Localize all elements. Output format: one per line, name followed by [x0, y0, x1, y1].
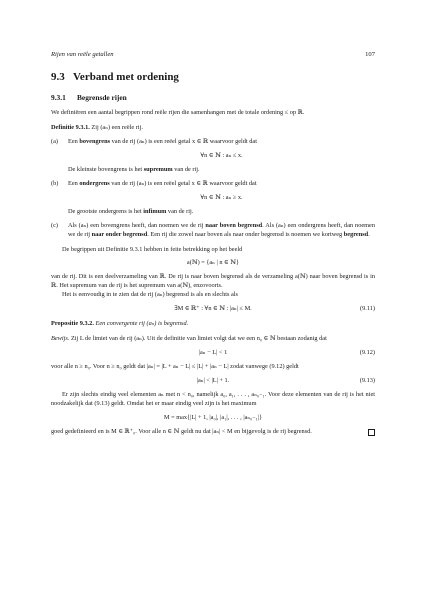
item-note: De grootste ondergrens is het — [68, 207, 144, 215]
item-text: Als (aₙ) een bovengrens heeft, dan noemen we de rij — [68, 221, 206, 229]
item-text: . — [368, 230, 370, 238]
equation-number: (9.11) — [360, 305, 375, 313]
proposition — [51, 320, 375, 329]
item-term: naar onder begrensd — [91, 230, 148, 238]
item-term: naar boven begrensd — [205, 221, 263, 229]
qed-square-icon — [368, 429, 375, 436]
proof-text: Zij L de limiet van de rij (aₙ). Uit de definitie van limiet volgt dat we een n₀ ∈ ℕ bestaan zodanig dat — [70, 335, 327, 343]
definition-lead-text: Zij (aₙ) een reële rij. — [91, 124, 143, 132]
intro-paragraph: We definiëren een aantal begrippen rond reële rijen die samenhangen met de totale ordening ≤ op ℝ. — [51, 109, 305, 117]
definition-label: Definitie 9.3.1. — [51, 124, 90, 132]
formula-text: |aₙ| < |L| + 1. — [196, 376, 230, 384]
formula-9-13 — [51, 377, 375, 386]
proposition-text: Een convergente rij (aₙ) is begrensd. — [95, 320, 189, 328]
proof-paragraph-4 — [51, 428, 375, 437]
item-text: . Als (aₙ) een ondergrens heeft, dan noemen we de rij — [68, 221, 375, 238]
equation-number: (9.13) — [359, 376, 375, 384]
item-text: van de rij (aₙ) is een reëel getal x ∈ ℝ waarvoor geldt dat — [109, 179, 257, 187]
formula: ∀n ∈ ℕ : aₙ ≥ x. — [200, 193, 243, 201]
proof-label: Bewijs. — [51, 335, 70, 343]
formula: ∀n ∈ ℕ : aₙ ≤ x. — [200, 151, 243, 159]
item-mark: (c) — [51, 221, 58, 229]
page — [51, 50, 375, 437]
formula-text: ∃M ∈ ℝ⁺ : ∀n ∈ ℕ : |aₙ| ≤ M. — [174, 305, 252, 313]
formula-text: |aₙ − L| < 1 — [198, 349, 228, 356]
item-note: De kleinste bovengrens is het — [68, 165, 144, 173]
item-term: begrensd — [343, 230, 369, 238]
item-note: van de rij. — [166, 207, 194, 215]
proof-paragraph-2: voor alle n ≥ n₀. Voor n ≥ n₀ geldt dat |aₙ| = |L + aₙ − L| ≤ |L| + |aₙ − L| zodat vanwege (9.12) geldt — [51, 362, 299, 370]
section-heading — [51, 70, 375, 86]
proposition-label: Propositie 9.3.2. — [51, 320, 94, 328]
section-number: 9.3 — [51, 71, 65, 83]
running-header — [51, 50, 375, 60]
subsection-heading — [51, 93, 375, 104]
item-term: ondergrens — [79, 179, 110, 187]
subsection-title: Begrensde rijen — [77, 92, 127, 102]
proof-paragraph-3: Er zijn slechts eindig veel elementen aₙ met n < n₀, namelijk a₀, a₁, . . . , aₙ₀₋₁. Voor deze elementen van de rij is het niet noodzakelijk dat (9.13) geldt. Omdat het er maar eindig veel zijn is het maximum — [51, 390, 375, 407]
formula-image: a(ℕ) = {aₙ | n ∈ ℕ} — [186, 259, 240, 267]
item-note-term: supremum — [143, 165, 173, 173]
proof-paragraph-1 — [51, 335, 375, 344]
item-text: van de rij (aₙ) is een reëel getal x ∈ ℝ waarvoor geldt dat — [110, 138, 257, 145]
item-text: . Een rij die zowel naar boven als naar onder begrensd is noemen we kortweg — [147, 230, 344, 238]
page-number: 107 — [365, 51, 375, 58]
item-text: Een — [68, 179, 80, 187]
definition-item-c — [51, 222, 375, 240]
definition-item-b — [51, 180, 375, 217]
item-note: van de rij. — [172, 165, 200, 173]
formula-max: M = max{|L| + 1, |a₀|, |a₁|, . . . , |aₙ₀₋₁|} — [163, 413, 263, 421]
item-note-term: infimum — [143, 207, 167, 215]
proof-text: goed gedefinieerd en is M ∈ ℝ⁺₀. Voor alle n ∈ ℕ geldt nu dat |aₙ| < M en bijgevolg is de rij begrensd. — [51, 427, 312, 435]
paragraph-bounded: Het is eenvoudig in te zien dat de rij (aₙ) begrensd is als en slechts als — [62, 291, 239, 299]
item-text: Een — [68, 138, 80, 145]
subsection-number: 9.3.1 — [51, 92, 66, 102]
formula-9-12 — [51, 349, 375, 358]
equation-number: (9.12) — [359, 349, 375, 356]
paragraph-subset: van de rij. Dit is een deelverzameling van ℝ. De rij is naar boven begrensd als de verzameling a(ℕ) naar boven begrensd is in ℝ. Het supremum van de rij is het supremum van a(ℕ), enzovoorts. — [51, 273, 375, 290]
definition-item-a — [51, 138, 375, 175]
formula-9-11 — [51, 305, 375, 314]
item-mark: (b) — [51, 179, 59, 187]
running-title: Rijen van reële getallen — [51, 51, 114, 58]
item-term: bovengrens — [79, 138, 111, 145]
item-mark: (a) — [51, 138, 58, 145]
paragraph-image: De begrippen uit Definitie 9.3.1 hebben in feite betrekking op het beeld — [62, 245, 243, 253]
section-title: Verband met ordening — [73, 71, 179, 83]
definition-lead — [51, 124, 375, 133]
